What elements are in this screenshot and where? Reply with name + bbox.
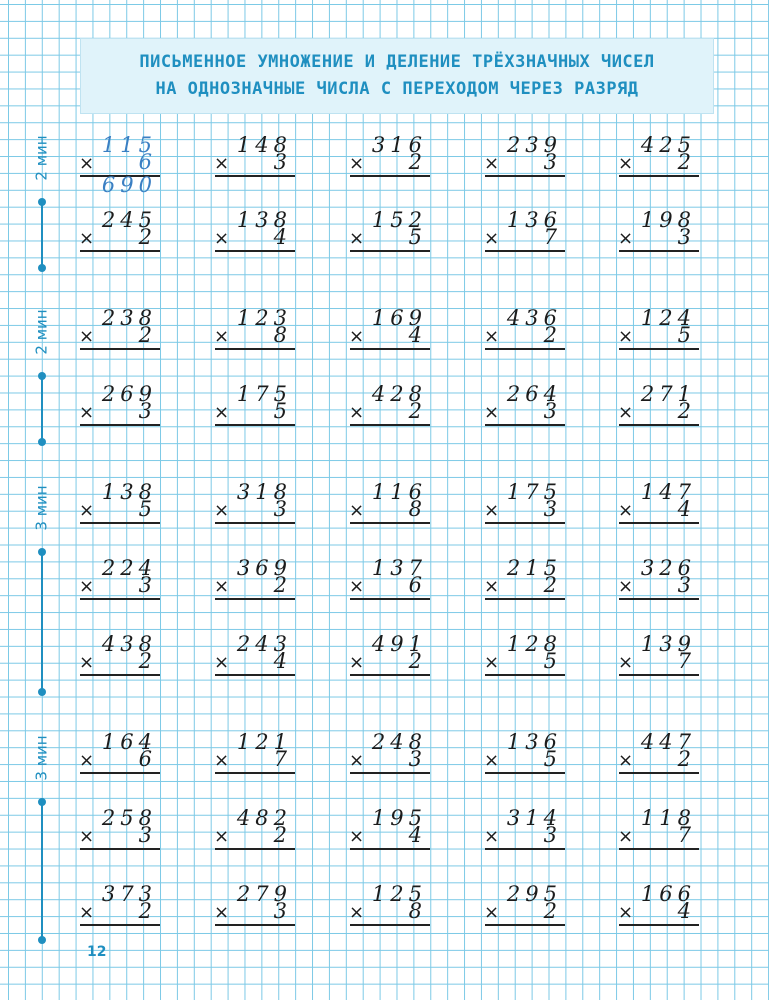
multiplicand: 271 (640, 382, 696, 406)
multiplier: 3 (677, 225, 691, 249)
multiply-sign: × (618, 576, 634, 597)
multiplicand: 138 (101, 480, 157, 504)
multiplication-problem (345, 730, 437, 790)
multiplication-problem (480, 382, 572, 442)
multiplier: 2 (138, 323, 152, 347)
multiply-sign: × (214, 826, 230, 847)
multiplicand: 279 (236, 882, 292, 906)
multiplier: 8 (273, 323, 287, 347)
multiplicand: 128 (506, 632, 562, 656)
multiplicand: 175 (506, 480, 562, 504)
result-line (485, 848, 565, 850)
multiplier: 5 (543, 649, 557, 673)
multiplication-problem (345, 306, 437, 366)
multiplier: 2 (138, 225, 152, 249)
multiply-sign: × (214, 153, 230, 174)
multiplication-problem (75, 806, 167, 866)
result-line (485, 598, 565, 600)
result-line (350, 424, 430, 426)
result-line (215, 175, 295, 177)
multiplier: 7 (677, 823, 691, 847)
multiplier: 5 (138, 497, 152, 521)
result-line (215, 424, 295, 426)
multiplicand: 438 (101, 632, 157, 656)
multiplier: 3 (273, 899, 287, 923)
result-line (350, 250, 430, 252)
multiplication-problem (210, 806, 302, 866)
result-line (485, 772, 565, 774)
result-line (619, 674, 699, 676)
multiplication-problem (614, 730, 706, 790)
result-line (80, 674, 160, 676)
multiply-sign: × (214, 228, 230, 249)
multiplication-problem (75, 382, 167, 442)
multiplication-problem (75, 306, 167, 366)
multiply-sign: × (79, 826, 95, 847)
multiply-sign: × (484, 826, 500, 847)
multiplication-problem (210, 882, 302, 942)
result-line (80, 848, 160, 850)
multiplier: 8 (408, 497, 422, 521)
result-line (485, 348, 565, 350)
multiplier: 2 (543, 899, 557, 923)
multiplication-problem (480, 806, 572, 866)
result-line (215, 250, 295, 252)
result-line (485, 924, 565, 926)
time-label: 2 мин (33, 135, 51, 181)
multiplicand: 169 (371, 306, 427, 330)
multiplicand: 314 (506, 806, 562, 830)
multiplicand: 118 (640, 806, 696, 830)
multiplicand: 428 (371, 382, 427, 406)
multiplier: 2 (273, 823, 287, 847)
multiplication-problem (614, 133, 706, 193)
multiplicand: 243 (236, 632, 292, 656)
multiply-sign: × (349, 326, 365, 347)
multiplier: 6 (138, 747, 152, 771)
multiplicand: 326 (640, 556, 696, 580)
multiplicand: 123 (236, 306, 292, 330)
multiplier: 2 (543, 323, 557, 347)
multiplicand: 248 (371, 730, 427, 754)
multiplier: 3 (543, 150, 557, 174)
multiplier: 2 (138, 899, 152, 923)
marker-dot-icon (38, 438, 46, 446)
multiplicand: 148 (236, 133, 292, 157)
multiplicand: 316 (371, 133, 427, 157)
multiplicand: 164 (101, 730, 157, 754)
result-line (350, 522, 430, 524)
multiply-sign: × (349, 652, 365, 673)
result-line (215, 924, 295, 926)
multiplication-problem (210, 556, 302, 616)
multiply-sign: × (484, 228, 500, 249)
multiplication-problem (210, 133, 302, 193)
multiplication-problem (614, 882, 706, 942)
result-line (619, 348, 699, 350)
multiply-sign: × (79, 153, 95, 174)
multiply-sign: × (214, 402, 230, 423)
multiplication-problem (480, 133, 572, 193)
multiplicand: 115 (101, 133, 157, 157)
multiplication-problem (210, 632, 302, 692)
multiplier: 5 (677, 323, 691, 347)
multiplier: 2 (677, 150, 691, 174)
multiply-sign: × (618, 750, 634, 771)
result-line (215, 772, 295, 774)
multiplication-problem (480, 208, 572, 268)
multiply-sign: × (214, 576, 230, 597)
multiplicand: 447 (640, 730, 696, 754)
result-line (485, 250, 565, 252)
title-line-2: НА ОДНОЗНАЧНЫЕ ЧИСЛА С ПЕРЕХОДОМ ЧЕРЕЗ РАЗРЯД (155, 79, 639, 99)
multiplication-problem (75, 208, 167, 268)
result-line (215, 348, 295, 350)
result-line (80, 924, 160, 926)
multiply-sign: × (79, 652, 95, 673)
multiply-sign: × (349, 750, 365, 771)
multiplicand: 215 (506, 556, 562, 580)
multiplicand: 147 (640, 480, 696, 504)
multiply-sign: × (484, 500, 500, 521)
result-line (350, 348, 430, 350)
multiplicand: 482 (236, 806, 292, 830)
multiply-sign: × (484, 652, 500, 673)
multiplication-problem (210, 730, 302, 790)
multiply-sign: × (349, 153, 365, 174)
result-line (619, 175, 699, 177)
multiplicand: 436 (506, 306, 562, 330)
multiplication-problem (345, 806, 437, 866)
multiplier: 4 (677, 497, 691, 521)
marker-dot-icon (38, 688, 46, 696)
multiplier: 2 (273, 573, 287, 597)
multiplier: 8 (408, 899, 422, 923)
multiplier: 3 (408, 747, 422, 771)
result-line (80, 772, 160, 774)
multiplication-problem (75, 480, 167, 540)
multiplier: 5 (273, 399, 287, 423)
multiplicand: 238 (101, 306, 157, 330)
multiplicand: 137 (371, 556, 427, 580)
result-line (80, 522, 160, 524)
multiplier: 4 (677, 899, 691, 923)
multiply-sign: × (349, 902, 365, 923)
multiplier: 5 (408, 225, 422, 249)
result-line (619, 250, 699, 252)
multiply-sign: × (79, 750, 95, 771)
result-line (619, 424, 699, 426)
multiplicand: 175 (236, 382, 292, 406)
multiplier: 3 (273, 150, 287, 174)
multiplication-problem (345, 133, 437, 193)
multiplier: 5 (543, 747, 557, 771)
multiply-sign: × (484, 153, 500, 174)
multiplication-problem (480, 730, 572, 790)
multiplicand: 198 (640, 208, 696, 232)
multiplier: 3 (138, 573, 152, 597)
multiply-sign: × (349, 826, 365, 847)
multiplicand: 373 (101, 882, 157, 906)
multiplier: 7 (677, 649, 691, 673)
multiplier: 3 (138, 823, 152, 847)
multiplier: 2 (408, 150, 422, 174)
multiplicand: 224 (101, 556, 157, 580)
multiplicand: 239 (506, 133, 562, 157)
multiplicand: 138 (236, 208, 292, 232)
result-line (80, 598, 160, 600)
multiplier: 4 (408, 323, 422, 347)
multiplication-problem (75, 133, 167, 197)
time-marker-2 (30, 302, 54, 442)
multiplication-problem (345, 480, 437, 540)
multiplication-problem (614, 556, 706, 616)
multiplier: 3 (273, 497, 287, 521)
multiplicand: 245 (101, 208, 157, 232)
multiplicand: 124 (640, 306, 696, 330)
multiply-sign: × (349, 500, 365, 521)
result-line (215, 848, 295, 850)
result-line (80, 348, 160, 350)
multiply-sign: × (618, 652, 634, 673)
multiplier: 4 (273, 649, 287, 673)
multiply-sign: × (79, 228, 95, 249)
multiply-sign: × (349, 402, 365, 423)
page-number: 12 (87, 944, 107, 960)
marker-line (41, 374, 43, 442)
multiplication-problem (75, 556, 167, 616)
multiplication-problem (75, 632, 167, 692)
multiplication-problem (345, 632, 437, 692)
multiplication-problem (345, 382, 437, 442)
multiplicand: 269 (101, 382, 157, 406)
multiply-sign: × (214, 652, 230, 673)
page-title (80, 38, 714, 114)
multiply-sign: × (484, 576, 500, 597)
result-line (350, 674, 430, 676)
multiply-sign: × (618, 902, 634, 923)
multiplication-problem (480, 882, 572, 942)
multiplicand: 258 (101, 806, 157, 830)
multiplier: 2 (138, 649, 152, 673)
multiplier: 3 (677, 573, 691, 597)
example-result: 690 (101, 173, 157, 197)
multiplicand: 136 (506, 208, 562, 232)
multiply-sign: × (79, 576, 95, 597)
result-line (350, 924, 430, 926)
multiplication-problem (480, 306, 572, 366)
result-line (619, 522, 699, 524)
time-marker-4 (30, 728, 54, 940)
multiplication-problem (345, 882, 437, 942)
multiply-sign: × (349, 228, 365, 249)
multiplicand: 121 (236, 730, 292, 754)
multiply-sign: × (484, 326, 500, 347)
multiply-sign: × (79, 326, 95, 347)
multiply-sign: × (214, 902, 230, 923)
multiplicand: 425 (640, 133, 696, 157)
multiplicand: 264 (506, 382, 562, 406)
multiplication-problem (614, 208, 706, 268)
result-line (619, 848, 699, 850)
multiplier: 4 (273, 225, 287, 249)
multiplication-problem (210, 382, 302, 442)
multiplicand: 195 (371, 806, 427, 830)
time-marker-1 (30, 128, 54, 268)
multiply-sign: × (79, 500, 95, 521)
multiplication-problem (614, 632, 706, 692)
multiplication-problem (210, 480, 302, 540)
result-line (619, 924, 699, 926)
multiply-sign: × (214, 750, 230, 771)
marker-dot-icon (38, 936, 46, 944)
multiply-sign: × (618, 153, 634, 174)
multiplication-problem (345, 556, 437, 616)
time-label: 3 мин (33, 735, 51, 781)
result-line (619, 598, 699, 600)
result-line (215, 598, 295, 600)
multiply-sign: × (618, 326, 634, 347)
multiplier: 3 (543, 497, 557, 521)
multiplier: 2 (677, 747, 691, 771)
multiplier: 2 (677, 399, 691, 423)
multiplicand: 369 (236, 556, 292, 580)
multiply-sign: × (79, 902, 95, 923)
result-line (350, 598, 430, 600)
multiplication-problem (345, 208, 437, 268)
multiplicand: 491 (371, 632, 427, 656)
result-line (80, 250, 160, 252)
result-line (485, 522, 565, 524)
multiplicand: 166 (640, 882, 696, 906)
multiplication-problem (480, 556, 572, 616)
multiplication-problem (614, 480, 706, 540)
multiply-sign: × (618, 500, 634, 521)
multiplicand: 139 (640, 632, 696, 656)
multiplier: 3 (543, 823, 557, 847)
multiplier: 2 (543, 573, 557, 597)
multiplier: 7 (273, 747, 287, 771)
multiplicand: 152 (371, 208, 427, 232)
result-line (485, 674, 565, 676)
result-line (350, 848, 430, 850)
result-line (350, 175, 430, 177)
multiply-sign: × (618, 402, 634, 423)
result-line (619, 772, 699, 774)
multiplicand: 136 (506, 730, 562, 754)
multiply-sign: × (484, 402, 500, 423)
title-line-1: ПИСЬМЕННОЕ УМНОЖЕНИЕ И ДЕЛЕНИЕ ТРЁХЗНАЧНЫХ ЧИСЕЛ (139, 52, 655, 72)
multiplicand: 125 (371, 882, 427, 906)
result-line (215, 522, 295, 524)
multiply-sign: × (618, 228, 634, 249)
multiplication-problem (210, 208, 302, 268)
multiply-sign: × (214, 500, 230, 521)
multiply-sign: × (484, 902, 500, 923)
multiplicand: 318 (236, 480, 292, 504)
multiplier: 4 (408, 823, 422, 847)
multiply-sign: × (484, 750, 500, 771)
multiplier: 7 (543, 225, 557, 249)
marker-line (41, 800, 43, 940)
result-line (350, 772, 430, 774)
time-marker-3 (30, 478, 54, 692)
marker-dot-icon (38, 264, 46, 272)
multiplier: 3 (138, 399, 152, 423)
result-line (80, 424, 160, 426)
marker-line (41, 550, 43, 692)
multiply-sign: × (214, 326, 230, 347)
multiply-sign: × (349, 576, 365, 597)
multiplier: 2 (408, 399, 422, 423)
multiplication-problem (480, 480, 572, 540)
result-line (215, 674, 295, 676)
multiplication-problem (75, 882, 167, 942)
multiply-sign: × (618, 826, 634, 847)
multiplication-problem (614, 382, 706, 442)
multiplication-problem (480, 632, 572, 692)
result-line (485, 424, 565, 426)
multiplication-problem (210, 306, 302, 366)
multiplier: 6 (138, 150, 152, 174)
multiply-sign: × (79, 402, 95, 423)
multiplier: 3 (543, 399, 557, 423)
time-label: 2 мин (33, 309, 51, 355)
marker-line (41, 200, 43, 268)
time-label: 3 мин (33, 485, 51, 531)
multiplication-problem (75, 730, 167, 790)
multiplication-problem (614, 306, 706, 366)
multiplicand: 295 (506, 882, 562, 906)
multiplicand: 116 (371, 480, 427, 504)
result-line (485, 175, 565, 177)
multiplier: 6 (408, 573, 422, 597)
multiplication-problem (614, 806, 706, 866)
multiplier: 2 (408, 649, 422, 673)
